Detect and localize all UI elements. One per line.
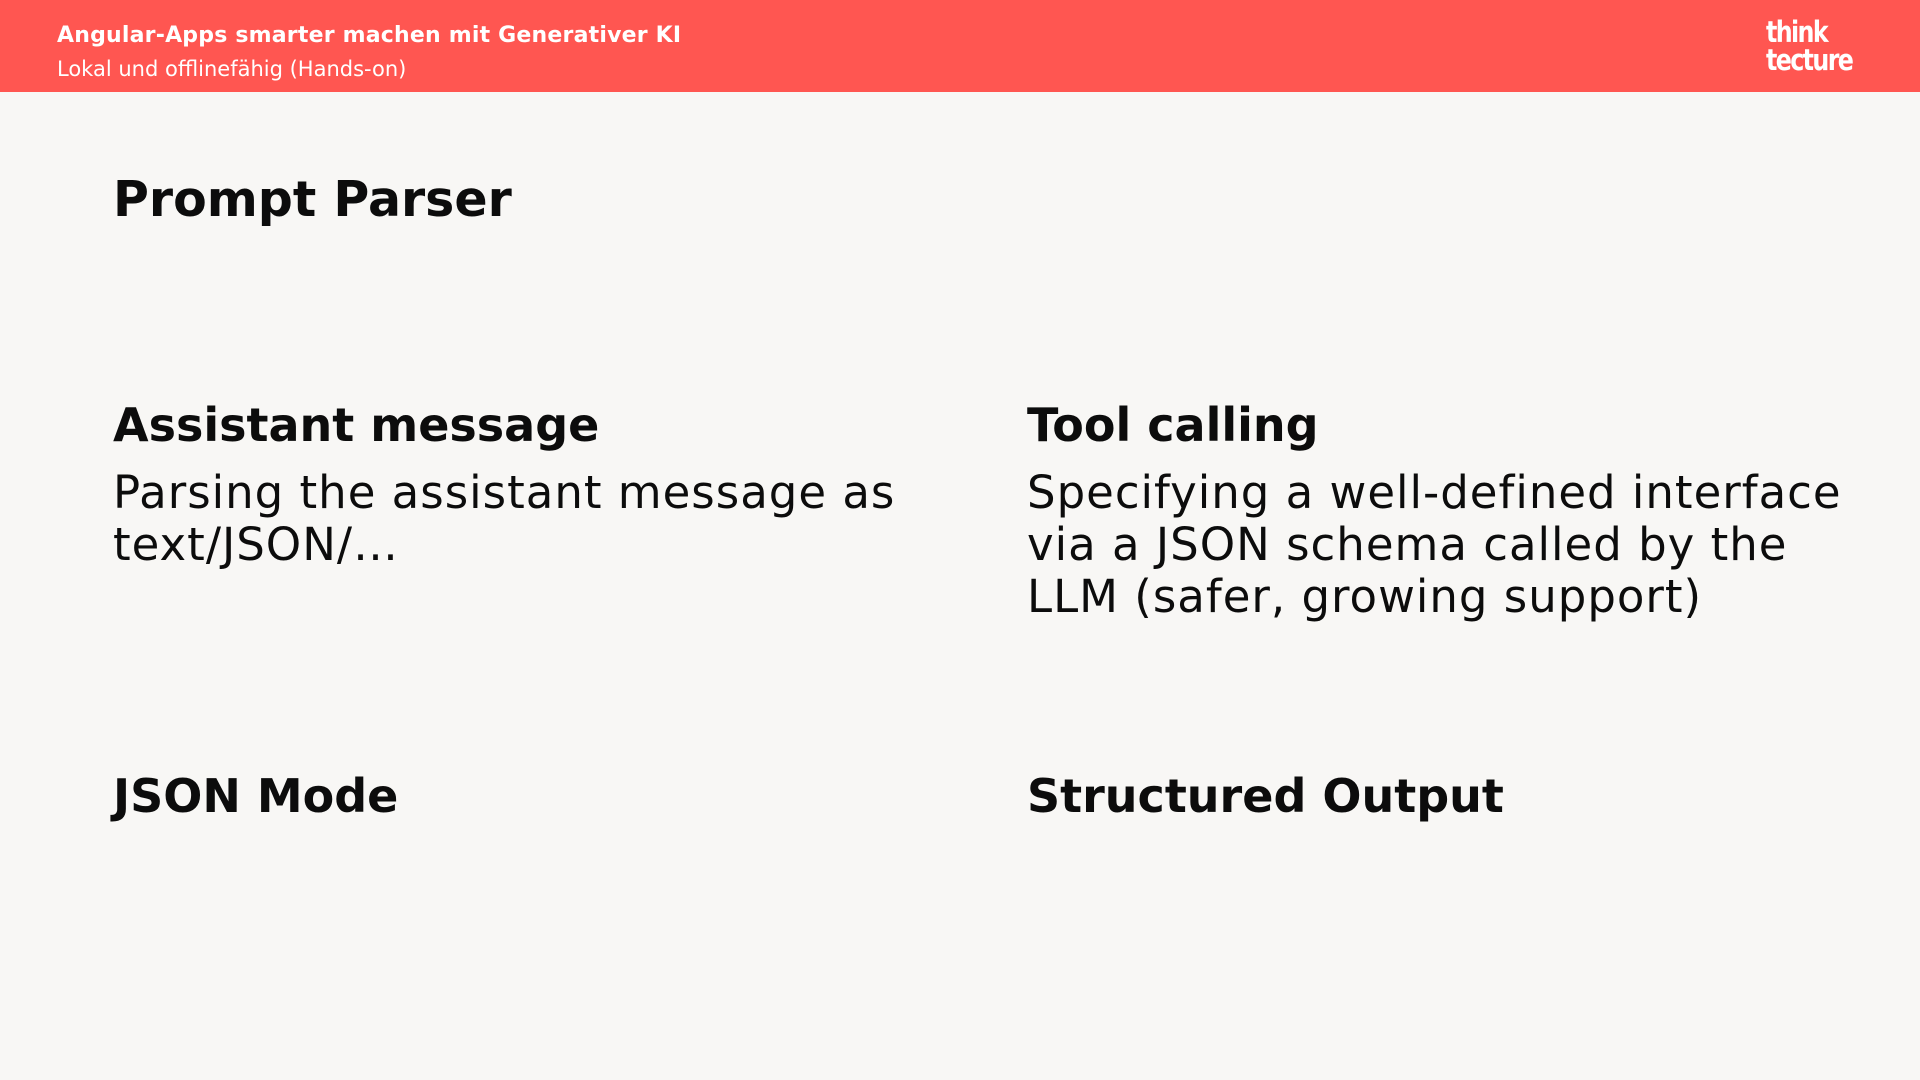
section-heading: JSON Mode <box>113 769 399 823</box>
slide-title: Prompt Parser <box>113 171 512 228</box>
logo-line-2: tecture <box>1766 43 1853 77</box>
section-heading: Tool calling <box>1027 398 1319 452</box>
assistant-message-section <box>113 397 953 571</box>
presentation-subtitle: Lokal und offlinefähig (Hands-on) <box>57 57 407 81</box>
header-bar <box>0 0 1920 92</box>
presentation-title: Angular-Apps smarter machen mit Generativer KI <box>57 23 682 48</box>
structured-output-section <box>1027 768 1867 824</box>
json-mode-section <box>113 768 953 824</box>
section-heading: Structured Output <box>1027 769 1504 823</box>
section-heading: Assistant message <box>113 398 600 452</box>
thinktecture-logo <box>1766 15 1856 77</box>
tool-calling-section <box>1027 397 1867 623</box>
section-body: Specifying a well-defined interface via a JSON schema called by the LLM (safer, growing support) <box>1027 466 1842 623</box>
section-body: Parsing the assistant message as text/JSON/… <box>113 466 896 571</box>
logo-line-1: think <box>1766 15 1828 49</box>
